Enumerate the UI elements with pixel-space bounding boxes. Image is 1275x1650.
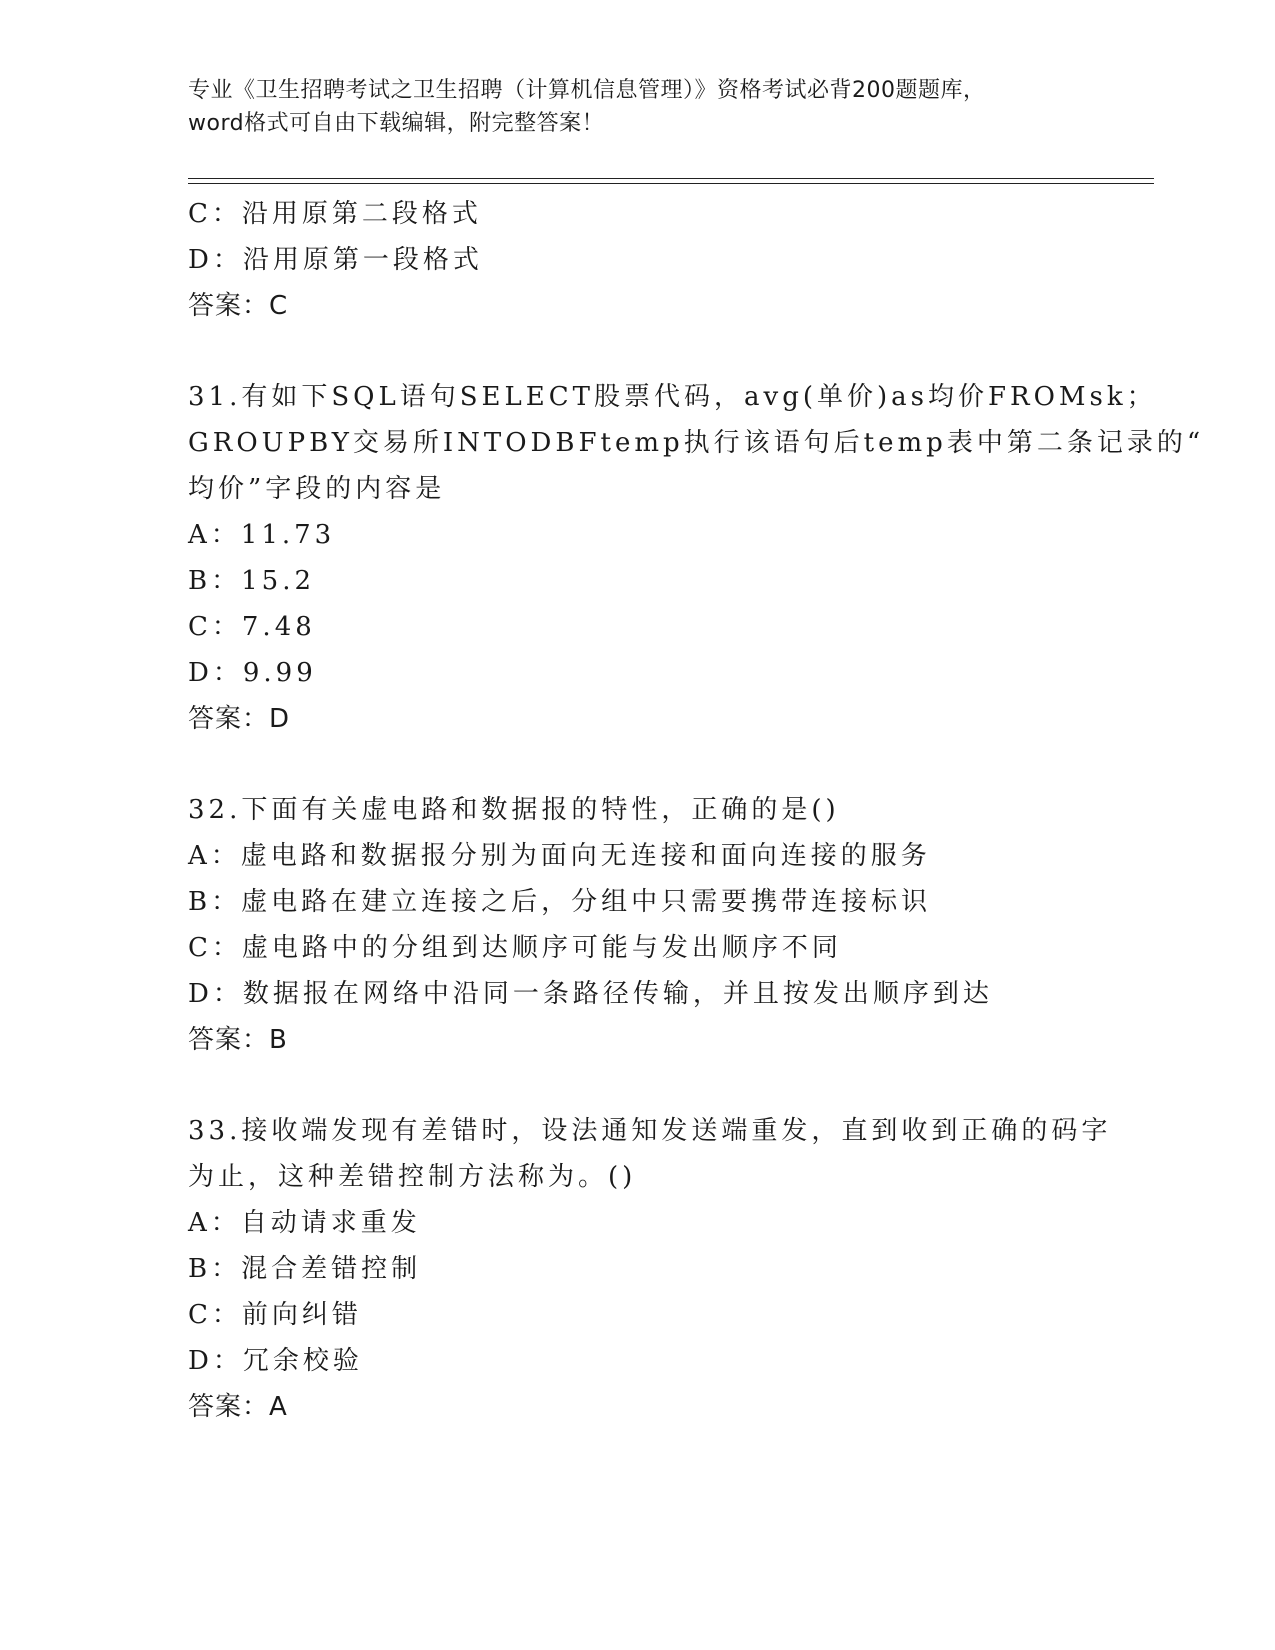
option-a: A：自动请求重发 (188, 1208, 421, 1238)
question-stem-line: 33.接收端发现有差错时，设法通知发送端重发，直到收到正确的码字 (188, 1116, 1112, 1146)
question-stem-line: 为止，这种差错控制方法称为。() (188, 1162, 637, 1192)
question-stem-line: 均价”字段的内容是 (188, 474, 446, 504)
option-d: D：9.99 (188, 658, 317, 688)
answer-line: 答案：C (188, 291, 289, 321)
option-b: B：混合差错控制 (188, 1254, 422, 1284)
option-c: C：7.48 (188, 612, 316, 642)
option-b: B：15.2 (188, 566, 315, 596)
answer-line: 答案：B (188, 1025, 288, 1055)
option-a: A：11.73 (188, 520, 336, 550)
option-c: C：虚电路中的分组到达顺序可能与发出顺序不同 (188, 933, 842, 963)
option-c: C：沿用原第二段格式 (188, 199, 482, 229)
document-body (188, 191, 1205, 1430)
option-d: D：沿用原第一段格式 (188, 245, 483, 275)
question-30-tail (188, 191, 1148, 329)
option-c: C：前向纠错 (188, 1300, 362, 1330)
question-stem-line: 31.有如下SQL语句SELECT股票代码，avg(单价)as均价FROMsk； (188, 382, 1157, 412)
option-d: D：数据报在网络中沿同一条路径传输，并且按发出顺序到达 (188, 979, 993, 1009)
option-d: D：冗余校验 (188, 1346, 363, 1376)
answer-line: 答案：A (188, 1392, 288, 1422)
option-b: B：虚电路在建立连接之后，分组中只需要携带连接标识 (188, 887, 932, 917)
question-32 (188, 787, 1148, 1063)
header-line-1: 专业《卫生招聘考试之卫生招聘（计算机信息管理）》资格考试必背200题题库， (188, 78, 986, 103)
question-33 (188, 1108, 1148, 1430)
question-stem-line: 32.下面有关虚电路和数据报的特性，正确的是() (188, 795, 840, 825)
option-a: A：虚电路和数据报分别为面向无连接和面向连接的服务 (188, 841, 931, 871)
header-line-2: word格式可自由下载编辑，附完整答案！ (188, 111, 605, 136)
header-rule-top (188, 178, 1154, 179)
question-stem-line: GROUPBY交易所INTODBFtemp执行该语句后temp表中第二条记录的“ (188, 428, 1205, 458)
header-rule-bottom (188, 183, 1154, 184)
document-header (188, 74, 1088, 140)
answer-line: 答案：D (188, 704, 291, 734)
question-31 (188, 374, 1205, 742)
